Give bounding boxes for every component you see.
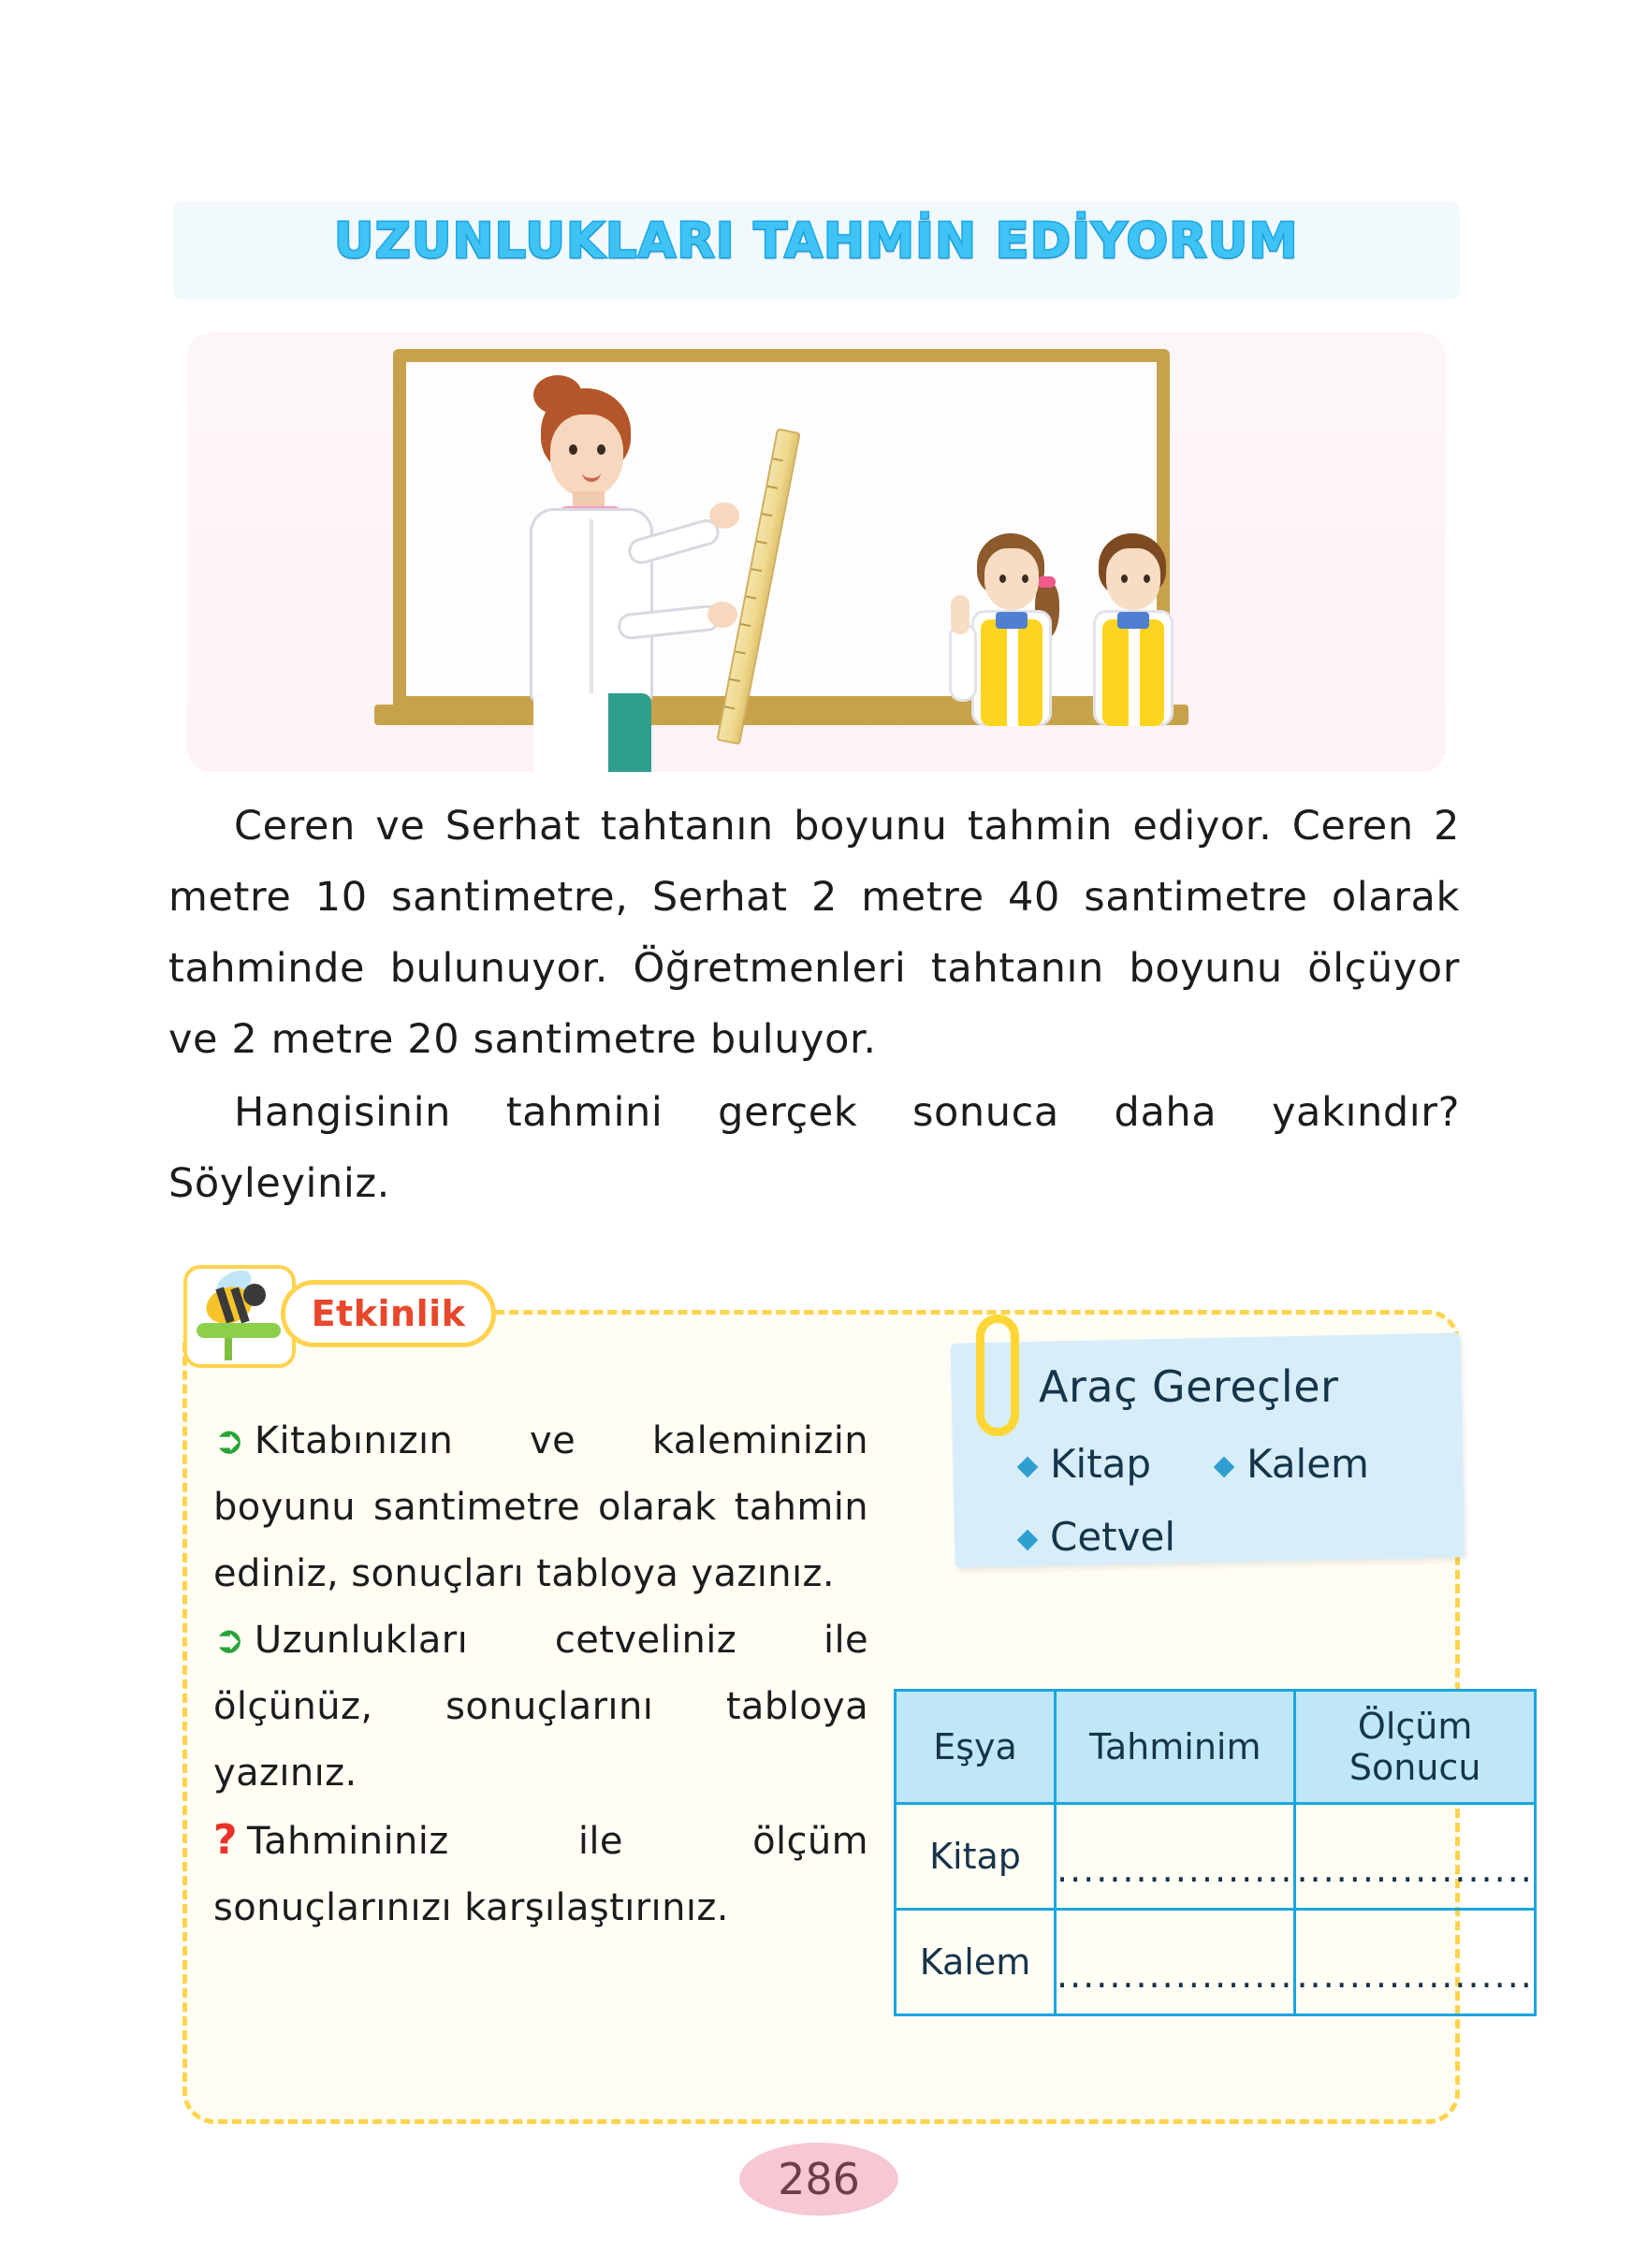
girl-eye-right xyxy=(1022,574,1028,583)
page-title: UZUNLUKLARI TAHMİN EDİYORUM xyxy=(334,213,1299,269)
page-number: 286 xyxy=(739,2143,898,2216)
activity-item-3-text: Tahmininiz ile ölçüm sonuçlarınızı karşılaştırınız. xyxy=(213,1820,868,1929)
classroom-illustration xyxy=(187,332,1446,772)
girl-face xyxy=(984,548,1039,610)
table-header-tahminim: Tahminim xyxy=(1056,1691,1295,1804)
boy-eye-right xyxy=(1144,574,1150,583)
teacher-face xyxy=(550,414,623,497)
girl-collar xyxy=(996,612,1028,629)
teacher-coat-lower xyxy=(533,693,608,772)
activity-item-2 xyxy=(213,1607,868,1807)
teacher-eye-right xyxy=(597,444,605,455)
bee-mascot-icon xyxy=(183,1265,296,1368)
body-paragraph-1 xyxy=(168,791,1460,1075)
boy-vest-opening xyxy=(1129,619,1140,726)
table-row xyxy=(896,1804,1536,1910)
table-cell-estimate-kitap[interactable] xyxy=(1056,1804,1295,1910)
body-paragraph-1-text: Ceren ve Serhat tahtanın boyunu tahmin ediyor. Ceren 2 metre 10 santimetre, Serhat 2 metre 40 santimetre olarak tahminde bulunuyor. Öğretmenleri tahtanın boyunu ölçüyor ve 2 metre 20 santimetre buluyor. xyxy=(168,803,1460,1063)
table-header-olcum-sonucu xyxy=(1295,1691,1535,1804)
table-cell-result-kitap[interactable] xyxy=(1295,1804,1535,1910)
materials-item-cetvel-label: Cetvel xyxy=(1050,1514,1175,1560)
diamond-bullet-icon xyxy=(1017,1530,1039,1551)
materials-item-cetvel xyxy=(1020,1514,1175,1560)
activity-item-2-text: Uzunlukları cetveliniz ile ölçünüz, sonuçlarını tabloya yazınız. xyxy=(213,1619,868,1795)
table-cell-item-kitap: Kitap xyxy=(896,1804,1056,1910)
boy-collar xyxy=(1117,612,1149,629)
diamond-bullet-icon xyxy=(1214,1457,1235,1478)
materials-title: Araç Gereçler xyxy=(1039,1361,1339,1412)
teacher-coat-seam xyxy=(590,519,593,702)
teacher-figure xyxy=(496,388,711,763)
dotted-blank: .................. xyxy=(1057,1849,1294,1890)
materials-item-kalem-label: Kalem xyxy=(1247,1441,1369,1487)
body-paragraph-2-text: Hangisinin tahmini gerçek sonuca daha yakındır? Söyleyiniz. xyxy=(168,1089,1460,1207)
materials-item-kalem xyxy=(1217,1441,1369,1487)
paperclip-icon xyxy=(976,1315,1019,1436)
student-boy-figure xyxy=(1067,533,1207,725)
student-girl-figure xyxy=(945,533,1086,725)
activity-badge-label: Etkinlik xyxy=(311,1293,466,1334)
teacher-eye-left xyxy=(569,444,577,455)
activity-instructions xyxy=(213,1408,868,1941)
dotted-blank: .................. xyxy=(1296,1849,1534,1890)
girl-vest-opening xyxy=(1007,619,1018,726)
girl-eye-left xyxy=(999,574,1006,583)
table-row xyxy=(896,1910,1536,2015)
table-cell-result-kalem[interactable] xyxy=(1295,1910,1535,2015)
arrow-bullet-icon: ➲ xyxy=(213,1419,245,1462)
activity-item-1-text: Kitabınızın ve kaleminizin boyunu santimetre olarak tahmin ediniz, sonuçları tabloya yazınız. xyxy=(213,1419,868,1595)
table-cell-item-kalem: Kalem xyxy=(896,1910,1056,2015)
table-header-sonucu: Sonucu xyxy=(1349,1747,1481,1788)
body-paragraph-2 xyxy=(168,1077,1460,1219)
materials-item-kitap xyxy=(1020,1441,1151,1487)
boy-eye-left xyxy=(1121,574,1128,583)
girl-pointing-hand xyxy=(951,595,970,634)
teacher-hand-upper xyxy=(709,502,739,529)
measurement-table xyxy=(894,1689,1537,2016)
table-header-olcum: Ölçüm xyxy=(1357,1706,1473,1747)
table-cell-estimate-kalem[interactable] xyxy=(1056,1910,1295,2015)
lesson-body-text xyxy=(168,791,1460,1219)
activity-item-3 xyxy=(213,1807,868,1941)
activity-badge xyxy=(281,1280,496,1347)
activity-item-1 xyxy=(213,1408,868,1607)
girl-hair-tie xyxy=(1037,576,1056,588)
bee-head xyxy=(243,1284,266,1306)
diamond-bullet-icon xyxy=(1017,1457,1039,1478)
boy-face xyxy=(1106,548,1160,610)
table-header-row xyxy=(896,1691,1536,1804)
table-header-esya: Eşya xyxy=(896,1691,1056,1804)
materials-item-kitap-label: Kitap xyxy=(1050,1441,1152,1487)
dotted-blank: .................. xyxy=(1296,1955,1534,1996)
teacher-hand-lower xyxy=(707,602,737,628)
bee-leaf xyxy=(197,1323,281,1338)
arrow-bullet-icon: ➲ xyxy=(213,1619,245,1662)
question-mark-icon: ? xyxy=(213,1816,238,1864)
dotted-blank: .................. xyxy=(1057,1955,1294,1996)
girl-arm xyxy=(949,623,977,702)
